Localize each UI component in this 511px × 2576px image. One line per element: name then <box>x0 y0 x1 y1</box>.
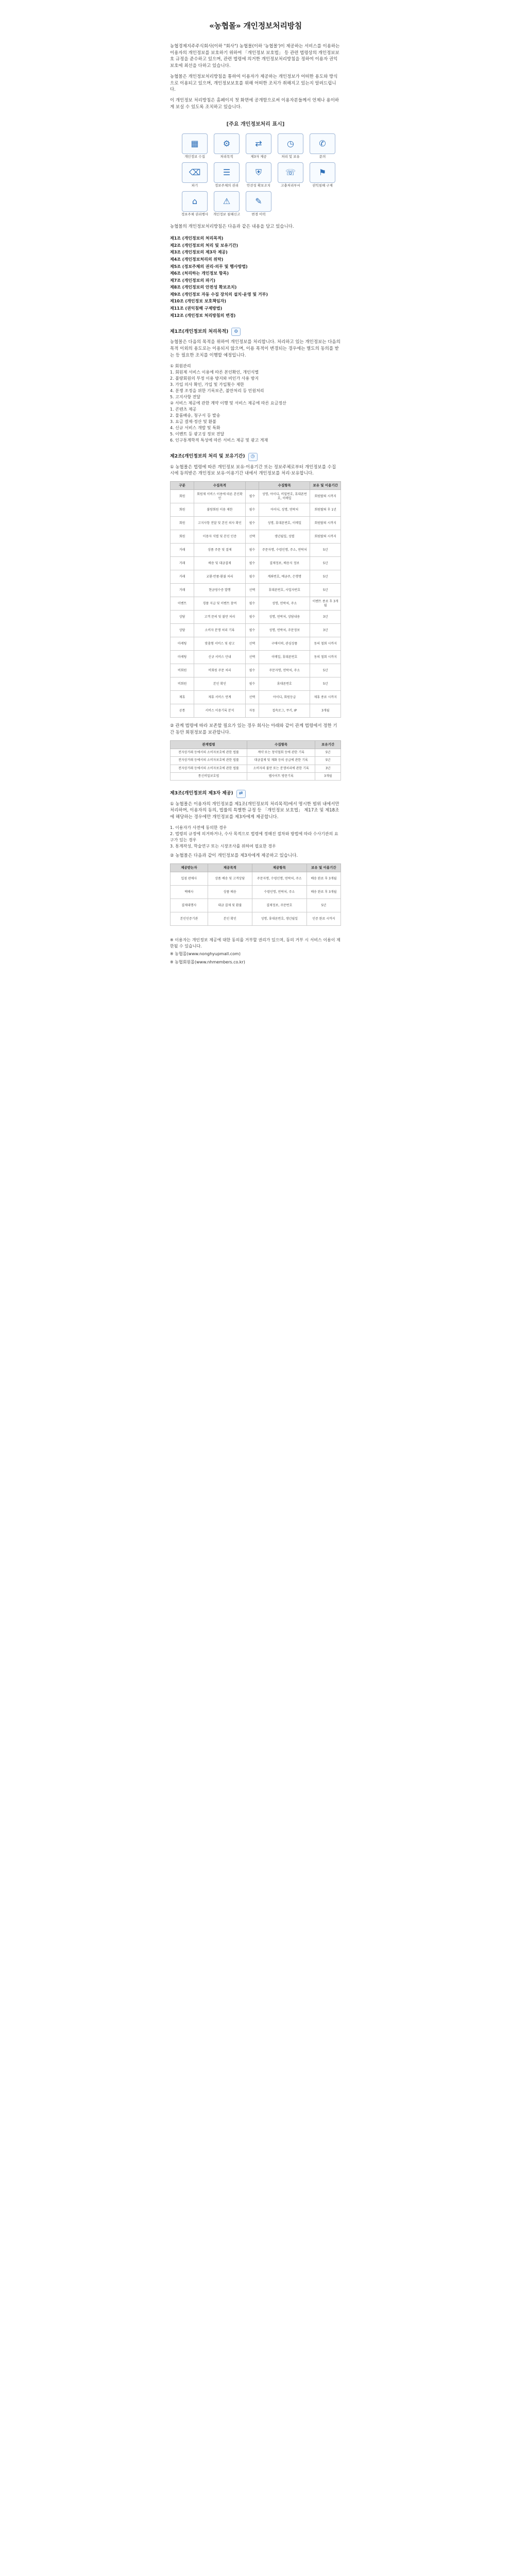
collect-icon: ▦ <box>182 133 208 154</box>
table-cell: 본인인증기관 <box>171 912 208 926</box>
table-of-contents <box>170 235 341 318</box>
table-cell: 경품 지급 및 이벤트 참여 <box>194 597 245 611</box>
table-cell: 필수 <box>245 570 259 584</box>
table-row <box>171 503 341 517</box>
toc-item[interactable]: 제1조 (개인정보의 처리목적) <box>170 236 224 241</box>
label-retention[interactable]: ◷ 처리 및 보유 <box>276 133 305 159</box>
table-cell: 서비스 이용기록 분석 <box>194 704 245 718</box>
table-row <box>171 749 341 757</box>
table-cell: 3개월 <box>315 772 341 780</box>
purpose-list <box>170 363 341 444</box>
table-header: 제공목적 <box>208 863 252 872</box>
table-cell: 아이디, 회원등급 <box>259 691 310 704</box>
table-cell: 본인 확인 <box>194 677 245 691</box>
section-heading: 제2조(개인정보의 처리 및 보유기간) ◷ <box>170 453 341 461</box>
table-cell: 소비자 분쟁 처리 기록 <box>194 624 245 637</box>
table-cell: 비회원 주문 처리 <box>194 664 245 677</box>
toc-item[interactable]: 제6조 (처리하는 개인정보 항목) <box>170 271 229 276</box>
table-cell: 3개월 <box>310 704 341 718</box>
label-destroy[interactable]: ⌫ 파기 <box>180 162 209 188</box>
table-row <box>171 704 341 718</box>
table-cell: 동의 철회 시까지 <box>310 637 341 651</box>
table-row <box>171 651 341 664</box>
table-cell: 배송 및 대금결제 <box>194 557 245 570</box>
table-cell: 필수 <box>245 664 259 677</box>
label-rights[interactable]: ☰ 정보주체의 권리 <box>212 162 241 188</box>
table-header: 보유기간 <box>315 740 341 749</box>
table-cell: 제휴 서비스 연계 <box>194 691 245 704</box>
table-cell: 거래 <box>171 570 194 584</box>
third-party-list <box>170 825 341 850</box>
section-purpose <box>170 328 341 443</box>
footer-notes <box>170 937 341 965</box>
table-row <box>171 584 341 597</box>
table-cell: 5년 <box>315 749 341 757</box>
table-cell: 수령인명, 연락처, 주소 <box>252 886 306 899</box>
list-item: 6. 인구통계학적 특성에 따른 서비스 제공 및 광고 게재 <box>170 437 268 443</box>
table-cell: 회원 <box>171 517 194 530</box>
table-cell: 선택 <box>245 691 259 704</box>
table-cell: 회원탈퇴 시까지 <box>310 530 341 544</box>
section-text: ① 농협몰은 이용자의 개인정보를 제1조(개인정보의 처리목적)에서 명시한 범위 내에서만 처리하며, 이용자의 동의, 법률의 특별한 규정 등 「개인정보 보호법」 제17조 및 제18조에 해당하는 경우에만 개인정보를 제3자에게 제공합니다. <box>170 801 339 820</box>
table-cell: 웹사이트 방문기록 <box>247 772 315 780</box>
table-row <box>171 597 341 611</box>
table-cell: 전자상거래 등에서의 소비자보호에 관한 법률 <box>171 765 247 772</box>
table-cell: 제휴 종료 시까지 <box>310 691 341 704</box>
footer-note[interactable]: ※ 농협회원몰(www.nhmembers.co.kr) <box>170 959 245 964</box>
rights-icon: ☰ <box>214 162 240 183</box>
table-cell: 구매이력, 관심상품 <box>259 637 310 651</box>
law-table-body <box>171 749 341 780</box>
table-cell: 아이디, 성명, 연락처 <box>259 503 310 517</box>
list-item: 5. 이벤트 등 광고성 정보 전달 <box>170 431 225 436</box>
table-header: 보유 및 이용기간 <box>310 482 341 490</box>
list-item: 3. 요금 결제·정산 및 환불 <box>170 419 216 424</box>
table-cell: 계약 또는 청약철회 등에 관한 기록 <box>247 749 315 757</box>
section-text: ② 관계 법령에 따라 보존할 필요가 있는 경우 회사는 아래와 같이 관계 법령에서 정한 기간 동안 회원정보를 보관합니다. <box>170 723 337 736</box>
table-cell: 휴대폰번호 <box>259 677 310 691</box>
table-cell: 맞춤형 서비스 및 광고 <box>194 637 245 651</box>
table-cell: 전자상거래 등에서의 소비자보호에 관한 법률 <box>171 757 247 765</box>
table-cell: 결제정보, 배송지 정보 <box>259 557 310 570</box>
table-header: 수집항목 <box>259 482 310 490</box>
third-party-table <box>170 863 341 926</box>
label-safety[interactable]: ⛨ 안전성 확보조치 <box>244 162 273 188</box>
table-cell: 선택 <box>245 530 259 544</box>
table-row <box>171 899 341 912</box>
table-cell: 계좌번호, 예금주, 은행명 <box>259 570 310 584</box>
table-row <box>171 664 341 677</box>
section-heading: 제1조(개인정보의 처리목적) ⚙ <box>170 328 341 336</box>
purpose-icon: ⚙ <box>214 133 240 154</box>
table-cell: 결제정보, 주문번호 <box>252 899 306 912</box>
table-header: 수집항목 <box>247 740 315 749</box>
table-cell: 회원제 서비스 이용에 따른 본인확인 <box>194 490 245 503</box>
label-report[interactable]: ⚠ 개인정보 침해신고 <box>212 191 241 217</box>
table-cell: 상담 <box>171 611 194 624</box>
table-cell: 회원 <box>171 503 194 517</box>
table-cell: 회원 <box>171 490 194 503</box>
table-cell: 본인 확인 <box>208 912 252 926</box>
table-row <box>171 765 341 772</box>
label-contact[interactable]: ✆ 문의 <box>308 133 337 159</box>
shield-icon: ⛨ <box>246 162 271 183</box>
purpose-icon: ⚙ <box>231 328 241 336</box>
table-cell: 비회원 <box>171 677 194 691</box>
list-item: ① 회원관리 <box>170 363 191 368</box>
flag-icon: ⚑ <box>310 162 335 183</box>
table-cell: 선택 <box>245 584 259 597</box>
table-cell: 필수 <box>245 611 259 624</box>
table-cell: 공통 <box>171 704 194 718</box>
footer-note[interactable]: ※ 농협몰(www.nonghyupmall.com) <box>170 952 241 957</box>
destroy-icon: ⌫ <box>182 162 208 183</box>
table-cell: 상담 <box>171 624 194 637</box>
list-item: 2. 물품배송, 청구서 등 발송 <box>170 413 220 418</box>
table-cell: 이벤트 종료 후 3개월 <box>310 597 341 611</box>
table-cell: 주문자명, 수령인명, 연락처, 주소 <box>252 872 306 886</box>
table-row <box>171 624 341 637</box>
third-party-table-body <box>171 872 341 926</box>
table-row <box>171 872 341 886</box>
table-cell: 입점 판매사 <box>171 872 208 886</box>
label-heading: [주요 개인정보처리 표시] <box>226 121 285 127</box>
table-cell: 자동 <box>245 704 259 718</box>
toc-item[interactable]: 제8조 (개인정보의 안전성 확보조치) <box>170 285 237 290</box>
toc-item[interactable]: 제4조 (개인정보처리의 위탁) <box>170 257 224 262</box>
list-item: ② 서비스 제공에 관한 계약 이행 및 서비스 제공에 따른 요금정산 <box>170 400 286 405</box>
section-third-party <box>170 790 341 926</box>
table-row <box>171 691 341 704</box>
table-cell: 마케팅 <box>171 651 194 664</box>
table-cell: 휴대폰번호, 사업자번호 <box>259 584 310 597</box>
retention-icon: ◷ <box>248 453 258 461</box>
footer-note: ※ 이용자는 개인정보 제공에 대한 동의를 거부할 권리가 있으며, 동의 거부 시 서비스 이용이 제한될 수 있습니다. <box>170 938 340 948</box>
table-row <box>171 530 341 544</box>
table-cell: 필수 <box>245 557 259 570</box>
table-row <box>171 757 341 765</box>
toc-intro: 농협몰의 개인정보처리방침은 다음과 같은 내용을 담고 있습니다. <box>170 224 294 230</box>
toc-item[interactable]: 제9조 (개인정보 자동 수집 장치의 설치·운영 및 거부) <box>170 292 268 297</box>
table-header: 제공항목 <box>252 863 306 872</box>
warning-icon: ⚠ <box>214 191 240 212</box>
intro-paragraph-2: 농협몰은 개인정보처리방침을 통하여 이용자가 제공하는 개인정보가 어떠한 용도와 방식으로 이용되고 있으며, 개인정보보호를 위해 어떠한 조치가 취해지고 있는지 알려드립니다. <box>170 74 338 93</box>
table-cell: 배송 완료 후 3개월 <box>306 886 340 899</box>
table-cell: 이메일, 휴대폰번호 <box>259 651 310 664</box>
table-cell: 거래 <box>171 584 194 597</box>
table-cell: 필수 <box>245 597 259 611</box>
toc-item[interactable]: 제5조 (정보주체의 권리·의무 및 행사방법) <box>170 264 248 269</box>
table-cell: 5년 <box>306 899 340 912</box>
page-title: «농협몰» 개인정보처리방침 <box>209 21 302 30</box>
section-subtext: ② 농협몰은 다음과 같이 개인정보를 제3자에게 제공하고 있습니다. <box>170 853 298 858</box>
table-cell: 필수 <box>245 677 259 691</box>
table-row <box>171 886 341 899</box>
label-history[interactable]: ✎ 변경 이력 <box>244 191 273 217</box>
table-cell: 필수 <box>245 544 259 557</box>
table-cell: 성명, 아이디, 비밀번호, 휴대폰번호, 이메일 <box>259 490 310 503</box>
table-cell: 통신비밀보호법 <box>171 772 247 780</box>
table-cell: 불량회원 이용 제한 <box>194 503 245 517</box>
table-cell: 택배사 <box>171 886 208 899</box>
list-item: 4. 신규 서비스 개발 및 특화 <box>170 425 220 430</box>
table-cell: 상품 주문 및 결제 <box>194 544 245 557</box>
table-cell: 교환·반품·환불 처리 <box>194 570 245 584</box>
table-cell: 배송 완료 후 3개월 <box>306 872 340 886</box>
table-header: 보유 및 이용기간 <box>306 863 340 872</box>
table-cell: 3년 <box>310 624 341 637</box>
table-cell: 성명, 연락처, 주소 <box>259 597 310 611</box>
table-cell: 신규 서비스 안내 <box>194 651 245 664</box>
table-cell: 5년 <box>310 677 341 691</box>
table-cell: 이용자 식별 및 본인 인증 <box>194 530 245 544</box>
table-cell: 5년 <box>315 757 341 765</box>
table-row <box>171 637 341 651</box>
table-cell: 3년 <box>315 765 341 772</box>
table-cell: 소비자의 불만 또는 분쟁처리에 관한 기록 <box>247 765 315 772</box>
table-cell: 결제대행사 <box>171 899 208 912</box>
table-cell: 고지사항 전달 및 본인 의사 확인 <box>194 517 245 530</box>
retention-icon: ◷ <box>278 133 303 154</box>
intro-paragraph-1: 농협경제지주주식회사(이하 "회사") 농협몰(이하 '농협몰')이 제공하는 서비스를 이용하는 이용자의 개인정보를 보호하기 위하여 「개인정보 보호법」 등 관련 법령상의 개인정보보호 규정을 준수하고 있으며, 관련 법령에 의거한 개인정보처리방침을 정하여 이용자 권익 보호에 최선을 다하고 있습니다. <box>170 43 340 69</box>
table-row <box>171 490 341 503</box>
table-cell: 선택 <box>245 651 259 664</box>
toc-item[interactable]: 제2조 (개인정보의 처리 및 보유기간) <box>170 243 239 248</box>
table-cell: 비회원 <box>171 664 194 677</box>
table-cell: 거래 <box>171 557 194 570</box>
retention-table <box>170 481 341 718</box>
table-row <box>171 570 341 584</box>
table-cell: 생년월일, 성별 <box>259 530 310 544</box>
phone-icon: ☏ <box>278 162 303 183</box>
table-cell: 현금영수증 발행 <box>194 584 245 597</box>
list-item: 4. 분쟁 조정을 위한 기록보존, 불만처리 등 민원처리 <box>170 388 264 393</box>
label-exercise[interactable]: ⌂ 정보주체 권리행사 <box>180 191 209 217</box>
table-cell: 회원탈퇴 시까지 <box>310 517 341 530</box>
label-purpose[interactable]: ⚙ 처리목적 <box>212 133 241 159</box>
table-cell: 5년 <box>310 557 341 570</box>
table-row <box>171 912 341 926</box>
table-row <box>171 611 341 624</box>
home-icon: ⌂ <box>182 191 208 212</box>
table-cell: 5년 <box>310 544 341 557</box>
label-collect[interactable]: ▦ 개인정보 수집 <box>180 133 209 159</box>
table-cell: 필수 <box>245 517 259 530</box>
table-cell: 3년 <box>310 611 341 624</box>
policy-document <box>170 21 341 965</box>
table-cell: 회원 <box>171 530 194 544</box>
table-cell: 전자상거래 등에서의 소비자보호에 관한 법률 <box>171 749 247 757</box>
table-cell: 성명, 연락처, 주문정보 <box>259 624 310 637</box>
label-remedy[interactable]: ⚑ 권익침해 구제 <box>308 162 337 188</box>
table-cell: 대금 결제 및 환불 <box>208 899 252 912</box>
table-cell: 필수 <box>245 503 259 517</box>
toc-item[interactable]: 제11조 (권익침해 구제방법) <box>170 306 223 311</box>
table-row <box>171 677 341 691</box>
list-item: 1. 회원제 서비스 이용에 따른 본인확인, 개인식별 <box>170 369 259 375</box>
list-item: 3. 가입 의사 확인, 가입 및 가입횟수 제한 <box>170 382 244 387</box>
table-cell: 회원탈퇴 후 1년 <box>310 503 341 517</box>
law-retention-table <box>170 740 341 781</box>
table-cell: 고객 문의 및 불만 처리 <box>194 611 245 624</box>
toc-item[interactable]: 제10조 (개인정보 보호책임자) <box>170 299 227 304</box>
table-cell: 주문자명, 수령인명, 주소, 연락처 <box>259 544 310 557</box>
section-text: 농협몰은 다음의 목적을 위하여 개인정보를 처리합니다. 처리하고 있는 개인정보는 다음의 목적 이외의 용도로는 이용되지 않으며, 이용 목적이 변경되는 경우에는 별도의 동의를 받는 등 필요한 조치를 이행할 예정입니다. <box>170 340 340 358</box>
table-cell: 주문자명, 연락처, 주소 <box>259 664 310 677</box>
table-cell: 5년 <box>310 570 341 584</box>
retention-table-body <box>171 490 341 718</box>
section-heading: 제3조(개인정보의 제3자 제공) ⇄ <box>170 790 341 798</box>
table-cell: 5년 <box>310 664 341 677</box>
table-cell: 상품 배송 및 고객상담 <box>208 872 252 886</box>
table-cell: 대금결제 및 재화 등의 공급에 관한 기록 <box>247 757 315 765</box>
table-header: 구분 <box>171 482 194 490</box>
table-cell: 5년 <box>310 584 341 597</box>
table-cell: 동의 철회 시까지 <box>310 651 341 664</box>
list-item: 2. 불량회원의 부정 이용 방지와 비인가 사용 방지 <box>170 376 259 381</box>
list-item: 3. 통계작성, 학술연구 또는 시장조사를 위하여 필요한 경우 <box>170 843 276 849</box>
table-cell: 성명, 휴대폰번호, 생년월일 <box>252 912 306 926</box>
table-header: 수집목적 <box>194 482 245 490</box>
table-cell: 성명, 휴대폰번호, 이메일 <box>259 517 310 530</box>
list-item: 1. 이용자가 사전에 동의한 경우 <box>170 825 227 830</box>
section-text: ① 농협몰은 법령에 따른 개인정보 보유·이용기간 또는 정보주체로부터 개인정보를 수집 시에 동의받은 개인정보 보유·이용기간 내에서 개인정보를 처리·보유합니다. <box>170 464 336 477</box>
table-cell: 인증 완료 시까지 <box>306 912 340 926</box>
table-row <box>171 544 341 557</box>
third-party-icon: ⇄ <box>246 133 271 154</box>
table-cell: 마케팅 <box>171 637 194 651</box>
table-cell: 제휴 <box>171 691 194 704</box>
table-cell: 선택 <box>245 637 259 651</box>
table-cell: 회원탈퇴 시까지 <box>310 490 341 503</box>
list-item: 1. 콘텐츠 제공 <box>170 406 197 412</box>
table-cell: 상품 배송 <box>208 886 252 899</box>
pencil-icon: ✎ <box>246 191 271 212</box>
table-row <box>171 772 341 780</box>
list-item: 5. 고지사항 전달 <box>170 394 201 399</box>
third-party-icon: ⇄ <box>236 790 246 798</box>
contact-icon: ✆ <box>310 133 335 154</box>
toc-item[interactable]: 제3조 (개인정보의 제3자 제공) <box>170 250 228 255</box>
table-cell: 거래 <box>171 544 194 557</box>
table-row <box>171 517 341 530</box>
table-row <box>171 557 341 570</box>
table-header: 제공받는자 <box>171 863 208 872</box>
table-header: 관계법령 <box>171 740 247 749</box>
list-item: 2. 법령의 규정에 의거하거나, 수사 목적으로 법령에 정해진 절차와 방법에 따라 수사기관의 요구가 있는 경우 <box>170 831 338 842</box>
table-header <box>245 482 259 490</box>
table-cell: 필수 <box>245 490 259 503</box>
toc-item[interactable]: 제7조 (개인정보의 파기) <box>170 278 216 283</box>
intro-paragraph-3: 이 개인정보 처리방침은 홈페이지 첫 화면에 공개함으로써 이용자분들께서 언제나 용이하게 보실 수 있도록 조치하고 있습니다. <box>170 98 339 110</box>
label-icon-grid <box>180 133 331 216</box>
table-cell: 접속로그, 쿠키, IP <box>259 704 310 718</box>
table-cell: 이벤트 <box>171 597 194 611</box>
label-complaint[interactable]: ☏ 고충처리부서 <box>276 162 305 188</box>
toc-item[interactable]: 제12조 (개인정보 처리방침의 변경) <box>170 313 236 318</box>
table-cell: 필수 <box>245 624 259 637</box>
page <box>0 0 511 988</box>
label-third-party[interactable]: ⇄ 제3자 제공 <box>244 133 273 159</box>
section-retention <box>170 453 341 781</box>
table-cell: 성명, 연락처, 상담내용 <box>259 611 310 624</box>
